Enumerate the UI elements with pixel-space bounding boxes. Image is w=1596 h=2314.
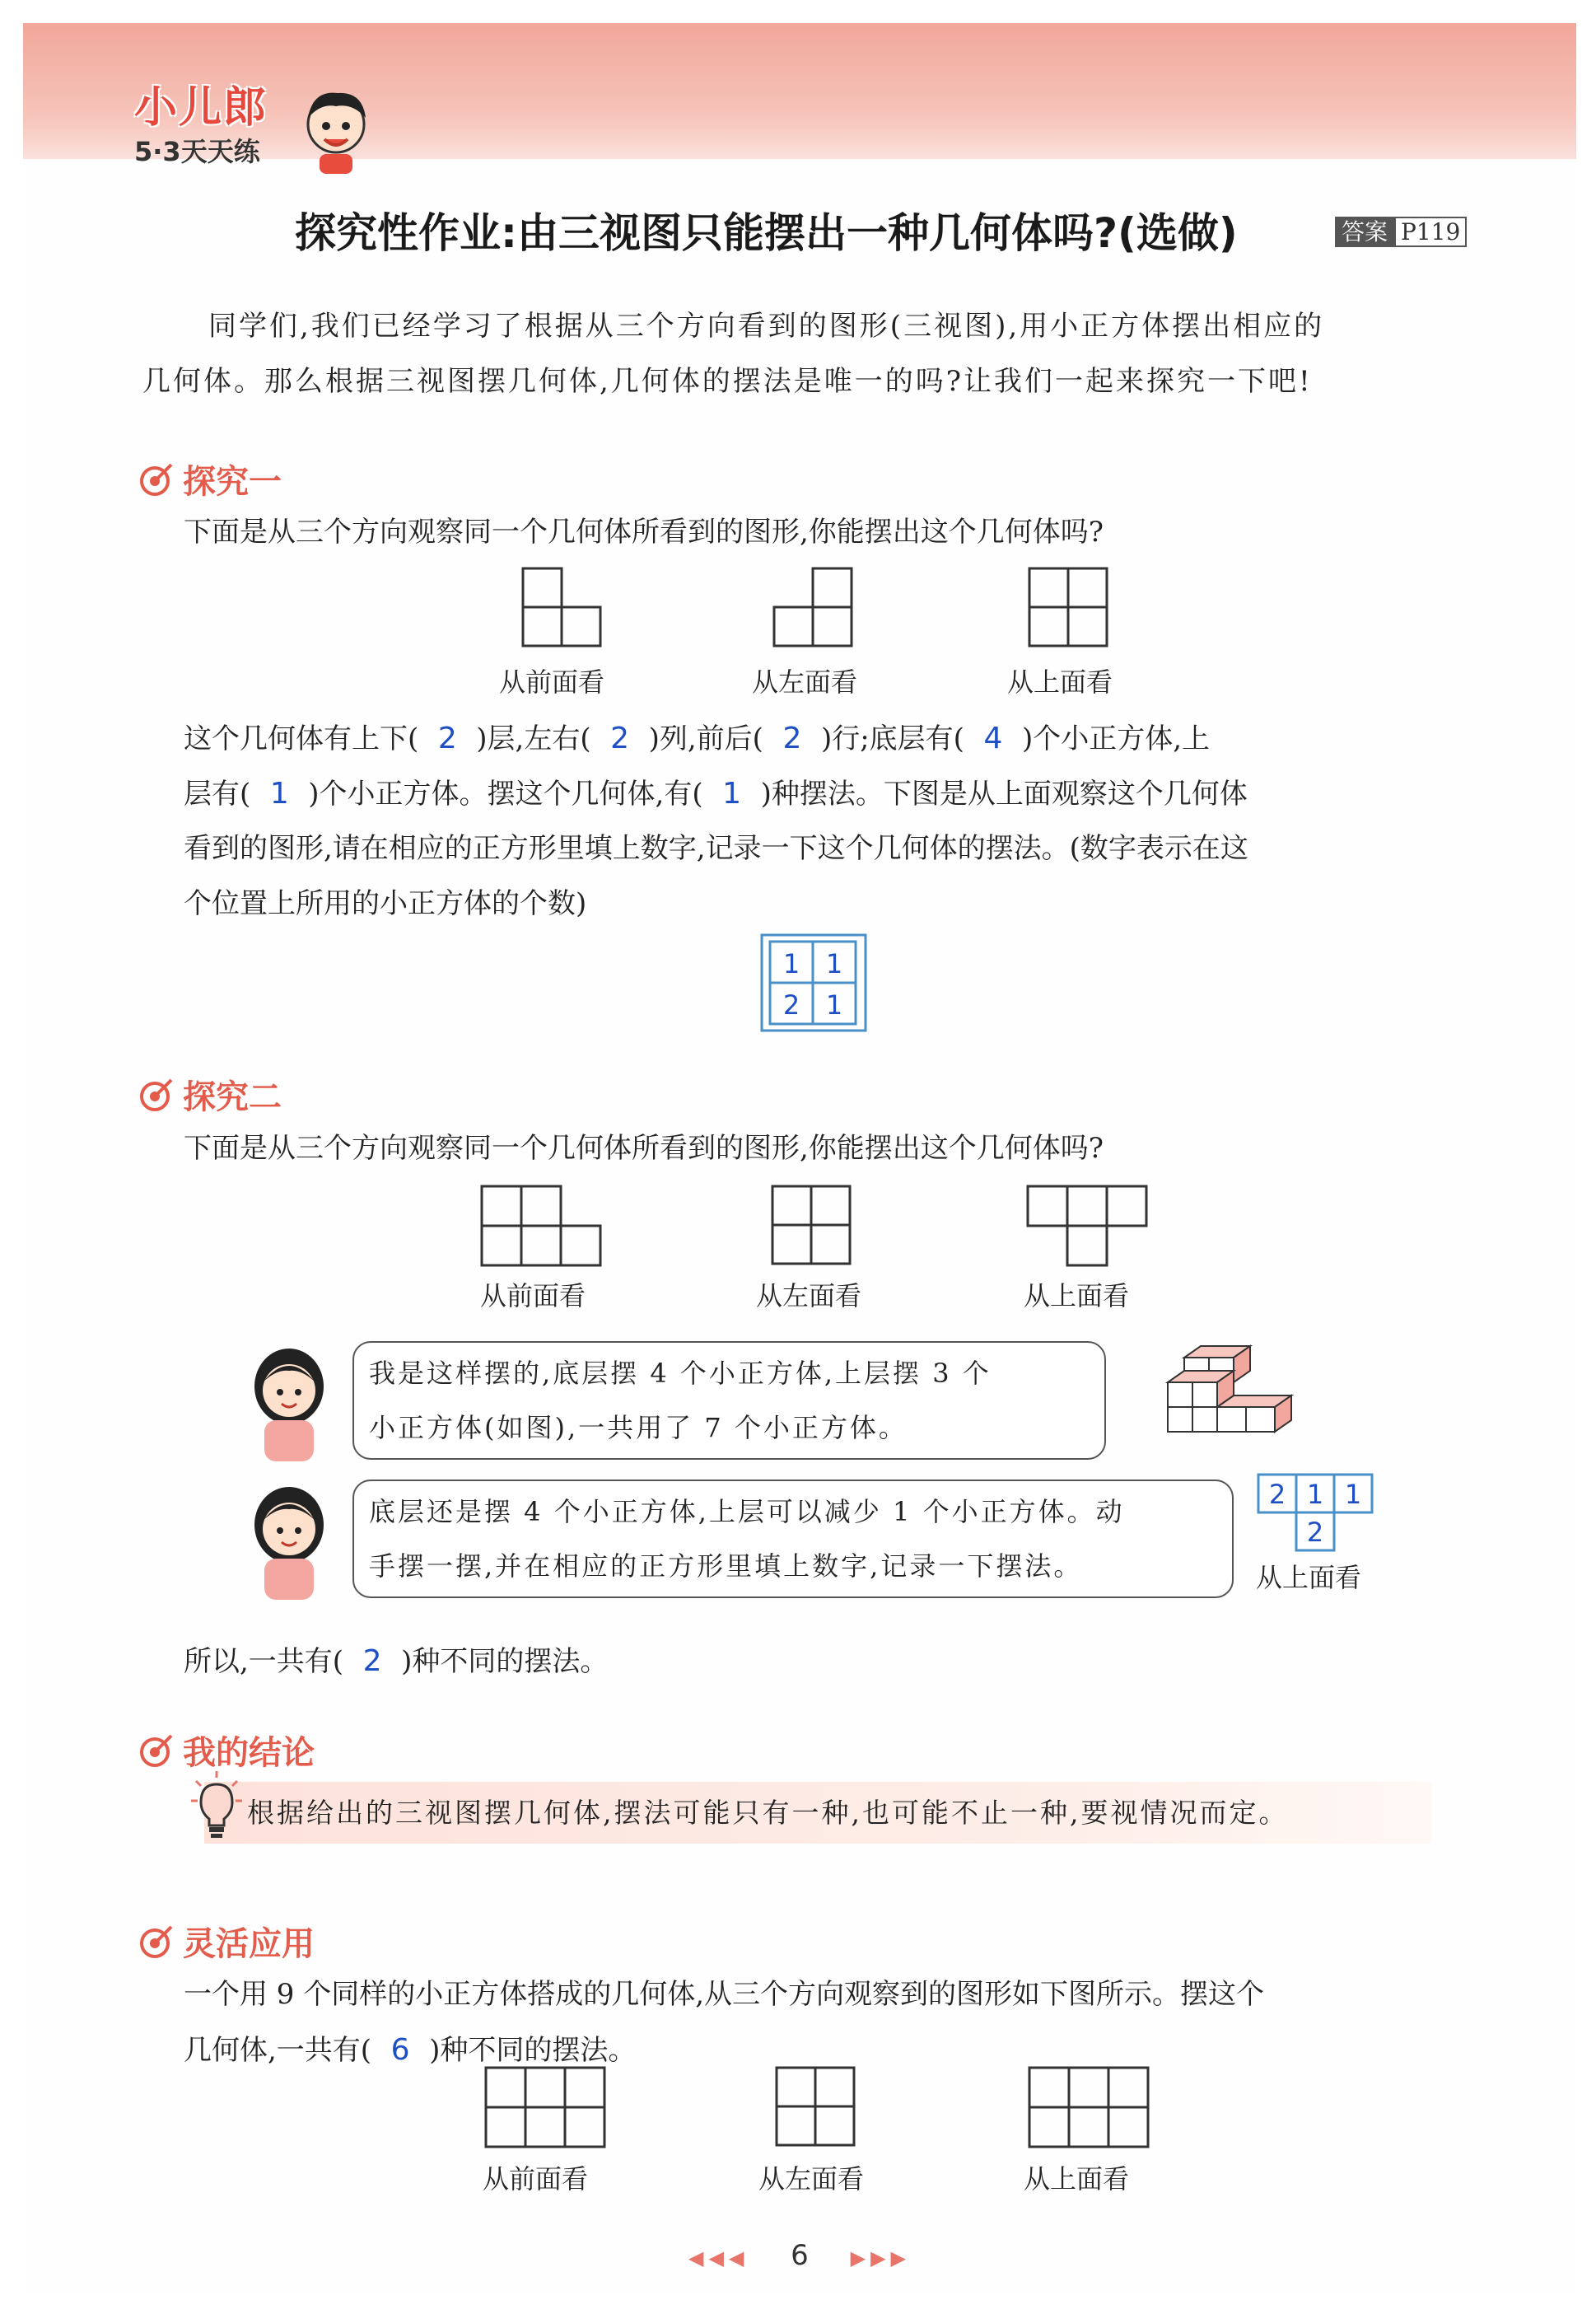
s1l2-part-1: )个小正方体。摆这个几何体,有( [308,778,703,811]
s2-grid-cell-2: 1 [1344,1479,1362,1510]
section4-caption-front: 从前面看 [483,2163,589,2195]
answer-rows: 2 [782,722,802,755]
s1-grid-cell-2: 2 [782,989,800,1021]
page-number [23,2239,1576,2272]
section1-answer-grid [760,933,867,1032]
s2-summary-part-0: 所以,一共有( [184,1645,344,1678]
header-band [23,23,1576,167]
section2-left-view [771,1185,853,1267]
section-heading-1 [138,456,282,503]
girl-avatar-icon [244,1341,334,1465]
speech-bubble-2 [352,1480,1234,1598]
s2-grid-cell-1: 1 [1306,1479,1324,1510]
left-arrows-icon: ◀◀◀ [688,2246,749,2270]
section2-grid-caption: 从上面看 [1256,1562,1362,1593]
s2-grid-cell-3: 2 [1306,1517,1324,1548]
answer-columns: 2 [610,722,630,755]
s1l1-part-2: )列,前后( [648,722,763,755]
cube-stack-illustration [1160,1341,1308,1461]
s1l1-part-3: )行;底层有( [820,722,964,755]
section-heading-3 [138,1727,315,1774]
brand-name: 小儿郎 [134,83,268,133]
section1-front-view [521,567,604,649]
section1-caption-front: 从前面看 [499,666,605,698]
section2-top-view [1026,1185,1148,1267]
target-icon [138,461,175,498]
section2-summary [184,1634,608,1690]
bubble2-line-1: 底层还是摆 4 个小正方体,上层可以减少 1 个小正方体。动 [369,1496,1125,1527]
intro-line-1: 同学们,我们已经学习了根据从三个方向看到的图形(三视图),用小正方体摆出相应的 [208,310,1325,343]
section1-left-view [772,567,855,649]
section4-line-1: 一个用 9 个同样的小正方体搭成的几何体,从三个方向观察到的图形如下图所示。摆这个 [184,1978,1265,2011]
brand-logo [134,72,268,169]
answer-label: 答案 [1335,217,1394,247]
section1-line-3: 看到的图形,请在相应的正方形里填上数字,记录一下这个几何体的摆法。(数字表示在这 [184,832,1248,865]
section4-caption-left: 从左面看 [758,2163,865,2195]
intro-line-2: 几何体。那么根据三视图摆几何体,几何体的摆法是唯一的吗?让我们一起来探究一下吧! [142,365,1313,398]
speech-bubble-1 [352,1341,1106,1460]
bubble2-line-2: 手摆一摆,并在相应的正方形里填上数字,记录一下摆法。 [369,1550,1083,1582]
s2-grid-cell-0: 2 [1268,1479,1286,1510]
s1-grid-cell-1: 1 [825,948,843,979]
s2-summary-part-1: )种不同的摆法。 [401,1645,609,1678]
section4-left-view [775,2066,857,2148]
intro-text [142,299,1477,409]
section1-question: 下面是从三个方向观察同一个几何体所看到的图形,你能摆出这个几何体吗? [184,516,1104,549]
girl-avatar-icon [244,1480,334,1603]
section1-top-view [1028,567,1110,649]
lightbulb-icon [188,1768,245,1842]
answer-section2-ways: 2 [362,1644,382,1678]
answer-top-count: 1 [269,777,289,811]
bubble1-line-2: 小正方体(如图),一共用了 7 个小正方体。 [369,1412,908,1443]
right-arrows-icon: ▶▶▶ [850,2246,911,2270]
page-number-value: 6 [791,2239,809,2272]
s1l2-part-0: 层有( [184,778,251,811]
s4l2-part-1: )种不同的摆法。 [429,2034,637,2067]
section4-top-view [1028,2066,1150,2148]
bubble1-line-1: 我是这样摆的,底层摆 4 个小正方体,上层摆 3 个 [369,1358,992,1389]
section4-caption-top: 从上面看 [1024,2163,1130,2195]
section2-caption-top: 从上面看 [1024,1280,1130,1311]
section2-front-view [480,1185,602,1267]
section4-front-view [484,2066,606,2148]
answer-page: P119 [1394,217,1467,247]
s1l1-part-0: 这个几何体有上下( [184,722,419,755]
section2-caption-front: 从前面看 [480,1280,586,1311]
s1l1-part-4: )个小正方体,上 [1021,722,1211,755]
s4l2-part-0: 几何体,一共有( [184,2034,372,2067]
section-heading-3-label: 我的结论 [183,1734,315,1772]
answer-layers: 2 [437,722,457,755]
page-title: 探究性作业:由三视图只能摆出一种几何体吗?(选做) [295,209,1238,257]
answer-ways: 1 [722,777,742,811]
s1-grid-cell-3: 1 [825,989,843,1021]
mascot-boy-icon [295,85,377,175]
section1-caption-top: 从上面看 [1007,666,1113,698]
answer-section4-ways: 6 [390,2033,410,2067]
s1l1-part-1: )层,左右( [476,722,591,755]
section2-answer-grid [1257,1473,1380,1555]
section-heading-1-label: 探究一 [183,463,282,501]
s1-grid-cell-0: 1 [782,948,800,979]
brand-sub: 5·3天天练 [134,136,260,167]
section1-line-1 [184,711,1584,767]
s1l2-part-2: )种摆法。下图是从上面观察这个几何体 [760,778,1248,811]
section1-line-2 [184,766,1584,822]
section1-caption-left: 从左面看 [752,666,858,698]
answer-tag [1335,214,1467,247]
section-heading-4-label: 灵活应用 [183,1925,315,1963]
answer-bottom-count: 4 [983,722,1003,755]
section-heading-2-label: 探究二 [183,1078,282,1116]
target-icon [138,1924,175,1960]
page [23,23,1576,2297]
target-icon [138,1077,175,1113]
conclusion-text: 根据给出的三视图摆几何体,摆法可能只有一种,也可能不止一种,要视情况而定。 [247,1797,1289,1829]
section-heading-4 [138,1918,315,1965]
section1-line-4: 个位置上所用的小正方体的个数) [184,887,587,920]
target-icon [138,1732,175,1769]
section-heading-2 [138,1071,282,1118]
section2-question: 下面是从三个方向观察同一个几何体所看到的图形,你能摆出这个几何体吗? [184,1132,1104,1165]
section2-caption-left: 从左面看 [756,1280,862,1311]
